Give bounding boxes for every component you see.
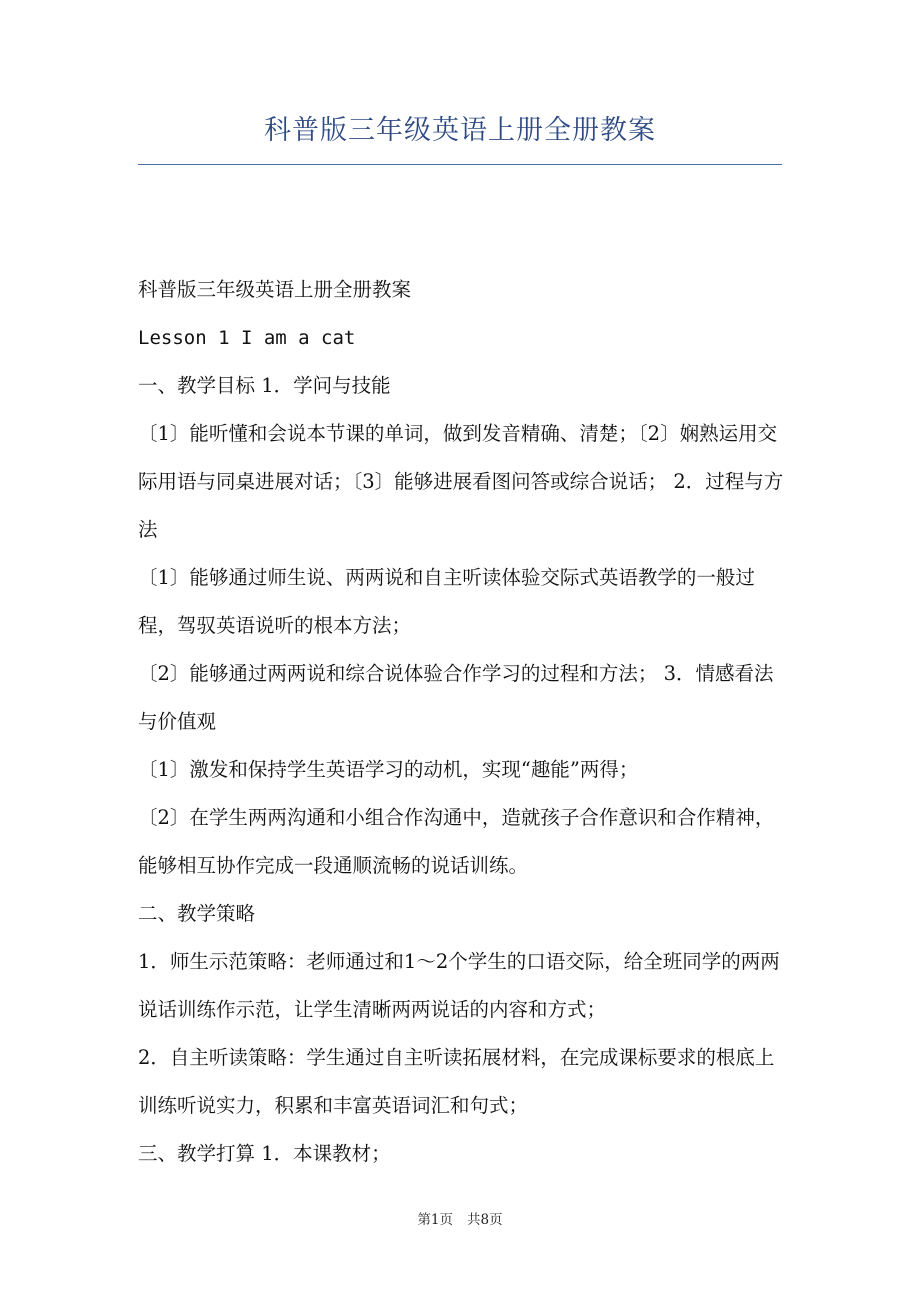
doc-heading: 科普版三年级英语上册全册教案 bbox=[138, 278, 412, 301]
section-objectives: 一、教学目标 1．学问与技能 bbox=[138, 374, 391, 397]
paragraph: 2．自主听读策略：学生通过自主听读拓展材料，在完成课标要求的根底上训练听说实力，积累和丰富英语词汇和句式； bbox=[138, 1046, 775, 1117]
title-divider bbox=[138, 164, 782, 165]
page-title: 科普版三年级英语上册全册教案 bbox=[264, 115, 656, 146]
section-strategies: 二、教学策略 bbox=[138, 902, 256, 925]
paragraph: 〔2〕在学生两两沟通和小组合作沟通中，造就孩子合作意识和合作精神，能够相互协作完成一段通顺流畅的说话训练。 bbox=[138, 806, 775, 877]
document-body bbox=[138, 266, 788, 1178]
section-preparation: 三、教学打算 1．本课教材； bbox=[138, 1142, 391, 1165]
page-footer bbox=[0, 1208, 920, 1228]
paragraph: 〔1〕能够通过师生说、两两说和自主听读体验交际式英语教学的一般过程，驾驭英语说听的根本方法； bbox=[138, 566, 755, 637]
page-total: 共8页 bbox=[467, 1212, 503, 1228]
paragraph: 〔1〕能听懂和会说本节课的单词，做到发音精确、清楚；〔2〕娴熟运用交际用语与同桌进展对话；〔3〕能够进展看图问答或综合说话； 2．过程与方法 bbox=[138, 422, 784, 541]
page-number: 第1页 bbox=[417, 1212, 453, 1228]
paragraph: 〔2〕能够通过两两说和综合说体验合作学习的过程和方法； 3．情感看法与价值观 bbox=[138, 662, 774, 733]
lesson-title: Lesson 1 I am a cat bbox=[138, 327, 356, 349]
paragraph: 〔1〕激发和保持学生英语学习的动机，实现“趣能”两得； bbox=[138, 758, 639, 781]
paragraph: 1．师生示范策略：老师通过和1～2个学生的口语交际，给全班同学的两两说话训练作示范，让学生清晰两两说话的内容和方式； bbox=[138, 950, 780, 1021]
